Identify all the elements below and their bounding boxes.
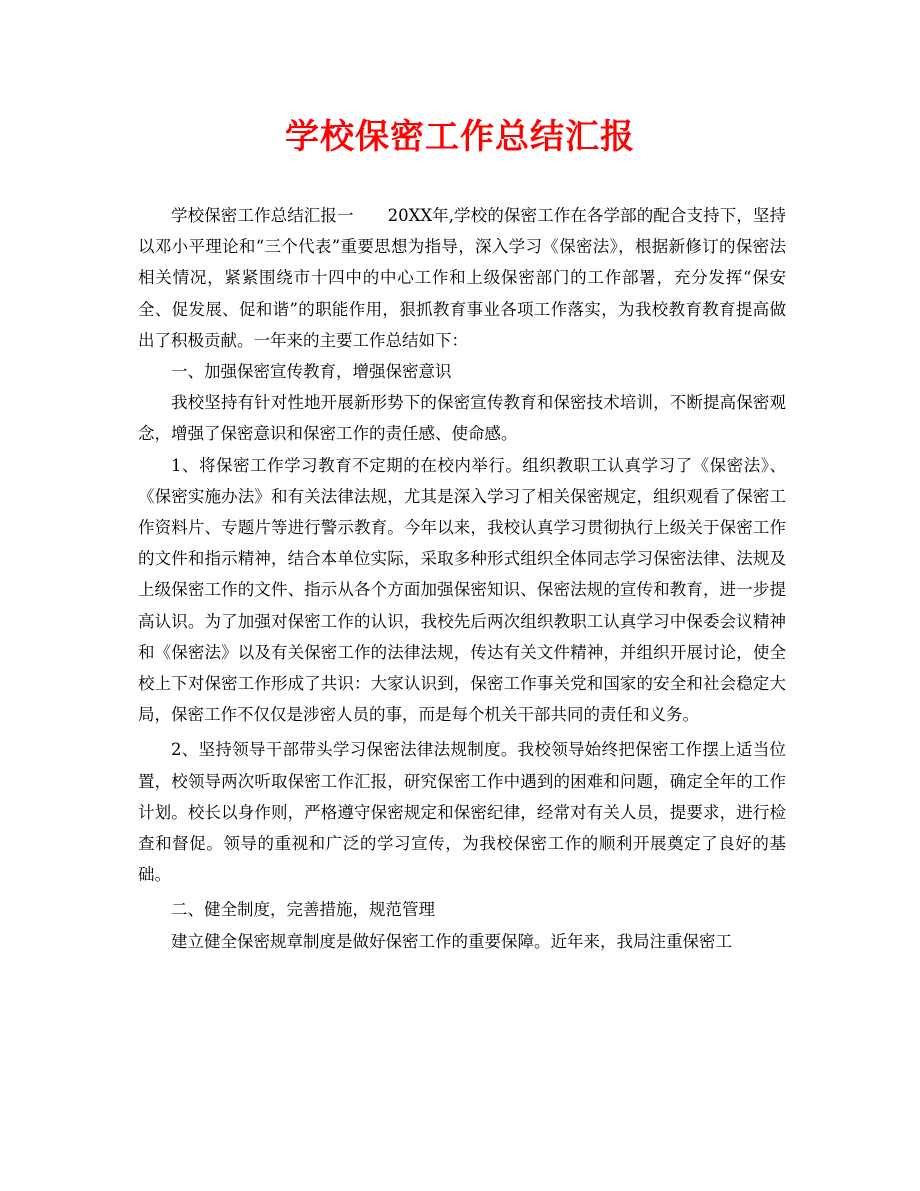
paragraph: 2、坚持领导干部带头学习保密法律法规制度。我校领导始终把保密工作摆上适当位置，校领导两次听取保密工作汇报，研究保密工作中遇到的困难和问题，确定全年的工作计划。校长以身作则，严格遵守保密规定和保密纪律，经常对有关人员，提要求，进行检查和督促。领导的重视和广泛的学习宣传，为我校保密工作的顺利开展奠定了良好的基础。 — [138, 740, 786, 885]
paragraph: 我校坚持有针对性地开展新形势下的保密宣传教育和保密技术培训，不断提高保密观念，增强了保密意识和保密工作的责任感、使命感。 — [138, 393, 786, 444]
paragraph-intro — [138, 200, 786, 356]
intro-lead-text: 学校保密工作总结汇报一 — [171, 206, 354, 225]
paragraph: 1、将保密工作学习教育不定期的在校内举行。组织教职工认真学习了《保密法》、《保密实施办法》和有关法律法规，尤其是深入学习了相关保密规定，组织观看了保密工作资料片、专题片等进行警示教育。今年以来，我校认真学习贯彻执行上级关于保密工作的文件和指示精神，结合本单位实际，采取多种形式组织全体同志学习保密法律、法规及上级保密工作的文件、指示从各个方面加强保密知识、保密法规的宣传和教育，进一步提高认识。为了加强对保密工作的认识，我校先后两次组织教职工认真学习中保委会议精神和《保密法》以及有关保密工作的法律法规，传达有关文件精神，并组织开展讨论，使全校上下对保密工作形成了共识：大家认识到，保密工作事关党和国家的安全和社会稳定大局，保密工作不仅仅是涉密人员的事，而是每个机关干部共同的责任和义务。 — [138, 455, 786, 725]
paragraph: 建立健全保密规章制度是做好保密工作的重要保障。近年来，我局注重保密工 — [171, 931, 732, 951]
intro-body-text: 20XX年,学校的保密工作在各学部的配合支持下，坚持以邓小平理论和“三个代表”重要思想为指导，深入学习《保密法》，根据新修订的保密法相关情况，紧紧围绕市十四中的中心工作和上级保密部门的工作部署，充分发挥“保安全、促发展、促和谐”的职能作用，狠抓教育事业各项工作落实，为我校教育教育提高做出了积极贡献。一年来的主要工作总结如下： — [138, 206, 787, 350]
section-heading-1: 一、加强保密宣传教育，增强保密意识 — [171, 362, 452, 382]
document-title: 学校保密工作总结汇报 — [285, 117, 635, 157]
section-heading-2: 二、健全制度，完善措施，规范管理 — [171, 900, 435, 920]
document-body — [138, 200, 786, 957]
